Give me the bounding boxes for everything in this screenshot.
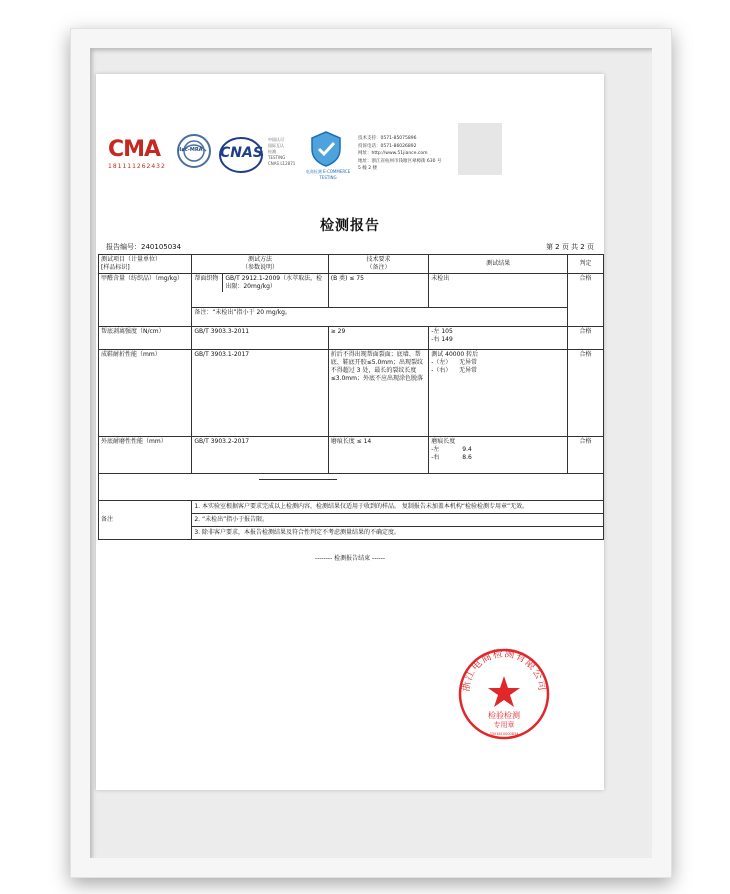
row-req: (B 类) ≤ 75 [328,274,429,308]
report-paper [96,74,604,790]
row-result [429,350,568,437]
row-item: 外底耐磨性性能（mm） [99,437,192,474]
cma-logo [108,137,168,175]
row-result [429,327,568,350]
header-item-sub: [样品标识] [101,264,130,271]
row-method-sample: 帮面织物 [192,274,223,292]
row-result-line: -左 105 [431,328,453,335]
cnas-line: 国际互认 [268,143,284,148]
row-note: 备注：“未检出”指小于 20 mg/kg。 [192,307,568,326]
row-result-line: -（右） 无异常 [431,367,478,374]
spacer-cell [99,474,604,501]
row-result-line: -右 8.6 [431,454,472,461]
remarks-row [99,501,604,540]
row-result-line: -左 9.4 [431,446,472,453]
cma-label: CMA [108,137,161,162]
seal-number: 3301810000834 [489,732,519,736]
cnas-line: CNAS L12871 [268,161,296,166]
seal-arc-text: 浙江电商检测有限公司 [460,648,548,693]
header-req-label: 技术要求 [366,256,391,263]
cnas-label: CNAS [220,145,263,161]
cnas-line: TESTING [268,155,286,160]
row-judge: 合格 [568,274,604,327]
table-header-row [99,255,604,274]
divider-line [259,479,337,480]
contact-line: 5 幢 2 楼 [358,166,378,171]
row-judge: 合格 [568,437,604,474]
header-req-sub: （备注） [366,264,391,271]
table-row [99,327,604,350]
header-item-label: 测试项目（计量单位） [101,256,162,263]
ilac-mra-logo [174,131,214,175]
header-result: 测试结果 [429,255,568,274]
contact-line: 投诉电话：0571-86026892 [358,143,417,149]
contact-info [358,135,468,173]
row-result-line: -右 149 [431,336,453,343]
header-item [99,255,192,274]
row-result-line: 磨痕长度 [431,438,456,445]
row-judge: 合格 [568,327,604,350]
contact-line: 技术支持：0571-85075896 [358,136,417,141]
contact-line: 网址：http://www.51jiance.com [358,151,428,156]
table-spacer-row [99,474,604,501]
results-table [98,254,604,540]
shield-label: 电商检测 E-COMMERCE TESTING [305,169,351,180]
picture-frame [70,28,672,878]
cnas-logo [218,135,264,175]
remarks-cell [192,501,604,540]
header-method [192,255,328,274]
row-req: 折后不得出现帮面裂面；底墙、帮底、鞋底开胶≤5.0mm；出现裂纹不得超过 3 处，最长的裂纹长度≤3.0mm；外底不应出现涂色脱落 [328,350,429,437]
remark-line: 1. 本实验室根据客户要求完成以上检测内容，检测结果仅适用于收到的样品。 复制报告未加盖本机构“检验检测专用章”无效。 [192,501,603,514]
row-method-std: GB/T 2912.1-2009（水萃取法，检出限：20mg/kg） [225,275,323,290]
row-method [192,274,328,308]
row-method: GB/T 3903.1-2017 [192,350,328,437]
header-logos [108,129,588,189]
report-number: 报告编号：240105034 [106,243,182,251]
remarks-label: 备注 [99,501,192,540]
header-req [328,255,429,274]
row-result-line: 测试 40000 转后 [431,351,479,358]
header-judge: 判定 [568,255,604,274]
header-method-label: 测试方法 [248,256,273,263]
row-item: 甲醛含量（纺织品）（mg/kg） [99,274,192,327]
end-of-report: -------- 检测报告结束 ------ [314,555,386,562]
ilac-label: ilac-MRA [178,147,203,153]
seal-center-text-2: 专用章 [493,721,515,729]
seal-center-text: 检验检测 [488,711,520,720]
row-result-line: -（左） 无异常 [431,359,478,366]
cnas-accreditation-text [268,137,308,167]
header-method-sub: （参数说明） [242,264,279,271]
row-method: GB/T 3903.2-2017 [192,437,328,474]
cma-number: 181111262432 [108,163,166,170]
row-req: 磨痕长度 ≤ 14 [328,437,429,474]
contact-line: 地址：浙江省杭州市钱塘区翠樟街 630 号 [358,158,442,164]
qr-code-placeholder [458,123,502,175]
report-title: 检测报告 [320,218,380,234]
row-item: 成鞋耐折性能（mm） [99,350,192,437]
table-row [99,274,604,308]
company-seal [456,646,552,742]
row-result: 未检出 [429,274,568,308]
row-judge: 合格 [568,350,604,437]
cnas-line: 检测 [268,149,276,154]
remark-line: 3. 除非客户要求，本报告检测结果及符合性判定不考虑测量结果的不确定度。 [194,529,400,536]
page-indicator: 第 2 页 共 2 页 [545,243,594,251]
row-method: GB/T 3903.3-2011 [192,327,328,350]
cnas-line: 中国认可 [268,137,284,142]
remark-line: 2. “未检出”指小于报告限。 [192,514,603,527]
row-req: ≥ 29 [328,327,429,350]
row-item: 帮底剥离强度（N/cm） [99,327,192,350]
table-row [99,437,604,474]
table-row [99,350,604,437]
row-result [429,437,568,474]
